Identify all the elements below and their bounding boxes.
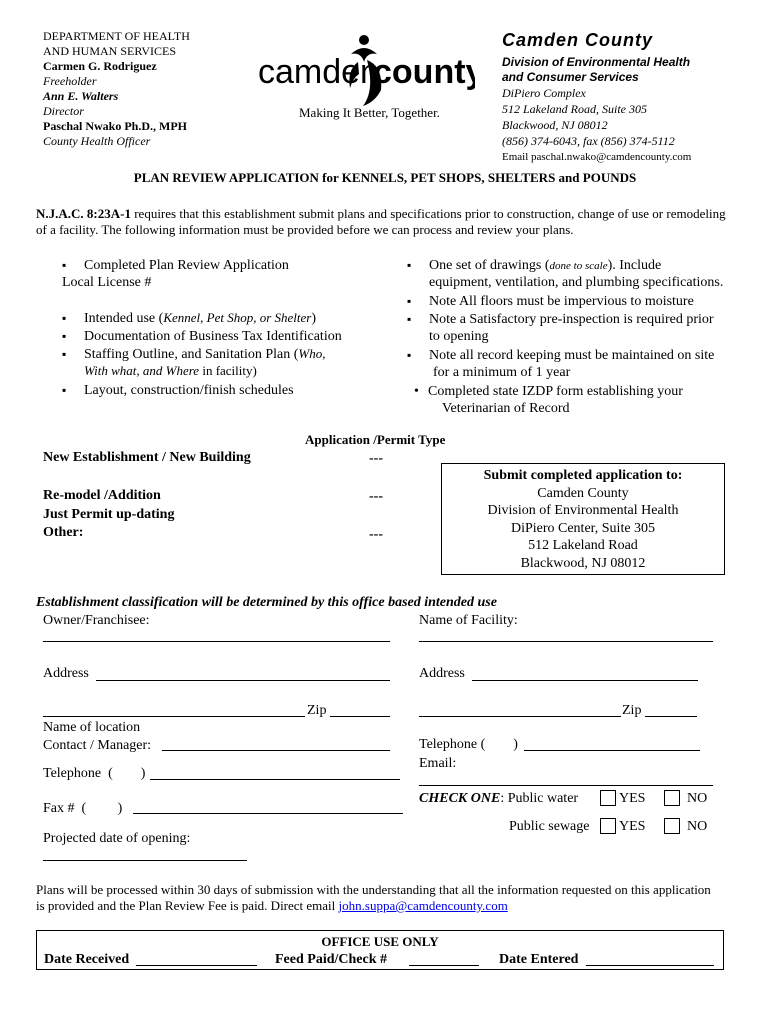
owner-zip-label: Zip bbox=[307, 703, 327, 718]
requirement-item-line: for a minimum of 1 year bbox=[433, 365, 571, 380]
division-title bbox=[502, 55, 762, 85]
logo-graphic bbox=[255, 30, 475, 125]
director-name: Ann E. Walters bbox=[43, 89, 119, 103]
requirement-item: ▪ Note a Satisfactory pre-inspection is required prior bbox=[407, 310, 714, 329]
department-line: AND HUMAN SERVICES bbox=[43, 44, 177, 58]
classification-note: Establishment classification will be determined by this office based intended use bbox=[36, 595, 497, 610]
freeholder-title: Freeholder bbox=[43, 74, 97, 88]
city-address: Blackwood, NJ 08012 bbox=[502, 118, 608, 132]
requirement-item: ▪ Staffing Outline, and Sanitation Plan (Who, bbox=[62, 345, 325, 364]
date-entered-field[interactable] bbox=[586, 965, 714, 966]
submit-line: Camden County bbox=[537, 485, 629, 501]
public-water-label: : Public water bbox=[500, 791, 579, 806]
division-line: and Consumer Services bbox=[502, 70, 639, 84]
check-one-label: CHECK ONE bbox=[419, 791, 501, 806]
permit-option-updating[interactable]: Just Permit up-dating bbox=[43, 507, 175, 522]
owner-fax-field[interactable] bbox=[133, 813, 403, 814]
opening-date-field[interactable] bbox=[43, 860, 247, 861]
public-water-no-checkbox[interactable] bbox=[664, 790, 680, 806]
facility-address-label: Address bbox=[419, 666, 465, 681]
requirement-item: • Completed state IZDP form establishing your bbox=[414, 383, 683, 401]
division-line: Division of Environmental Health bbox=[502, 55, 691, 69]
complex-name: DiPiero Complex bbox=[502, 86, 586, 100]
freeholder-name: Carmen G. Rodriguez bbox=[43, 59, 157, 73]
requirement-item: ▪ Note All floors must be impervious to moisture bbox=[407, 292, 694, 311]
contact-email-link[interactable]: john.suppa@camdencounty.com bbox=[338, 898, 508, 913]
office-use-heading: OFFICE USE ONLY bbox=[321, 934, 439, 949]
location-name-label: Name of location bbox=[43, 720, 141, 735]
public-water-no-label: NO bbox=[687, 791, 708, 806]
street-address: 512 Lakeland Road, Suite 305 bbox=[502, 102, 647, 116]
permit-option-remodel[interactable]: Re-model /Addition bbox=[43, 488, 161, 503]
facility-address-line2-field[interactable] bbox=[419, 716, 621, 717]
regulation-code: N.J.A.C. 8:23A-1 bbox=[36, 206, 131, 221]
requirement-item: ▪ Documentation of Business Tax Identification bbox=[62, 327, 342, 346]
public-water-row bbox=[419, 790, 578, 807]
owner-fax-label: Fax # ( ) bbox=[43, 801, 123, 816]
processing-note: Plans will be processed within 30 days of submission with the understanding that all the information requested on this application is provided and the Plan Review Fee is paid. Direct email john.suppa@camdencounty.com bbox=[36, 882, 711, 913]
requirement-item: ▪ Layout, construction/finish schedules bbox=[62, 381, 294, 400]
facility-label: Name of Facility: bbox=[419, 613, 518, 628]
header-right-block bbox=[502, 30, 762, 165]
owner-label: Owner/Franchisee: bbox=[43, 613, 150, 628]
camden-county-logo bbox=[255, 30, 475, 125]
facility-address-field[interactable] bbox=[472, 680, 698, 681]
public-sewage-yes-checkbox[interactable] bbox=[600, 818, 616, 834]
header-email: Email paschal.nwako@camdencounty.com bbox=[502, 151, 692, 163]
requirement-item-line: With what, and Where in facility) bbox=[84, 363, 257, 378]
public-sewage-yes-label: YES bbox=[619, 819, 646, 834]
county-title: Camden County bbox=[502, 30, 654, 50]
logo-word-camden: camden bbox=[258, 53, 379, 91]
submit-line: Blackwood, NJ 08012 bbox=[520, 555, 646, 571]
public-sewage-no-label: NO bbox=[687, 819, 708, 834]
header-left-block bbox=[43, 29, 190, 149]
facility-telephone-field[interactable] bbox=[524, 750, 700, 751]
requirement-item: ▪ Note all record keeping must be maintained on site bbox=[407, 346, 714, 365]
logo-tagline: Making It Better, Together. bbox=[299, 105, 440, 120]
submit-heading: Submit completed application to: bbox=[483, 468, 683, 483]
requirement-item-line: to opening bbox=[429, 329, 489, 344]
facility-zip-label: Zip bbox=[622, 703, 642, 718]
requirement-item: ▪ Intended use (Kennel, Pet Shop, or Shelter) bbox=[62, 309, 316, 328]
owner-address-label: Address bbox=[43, 666, 89, 681]
fee-paid-label: Feed Paid/Check # bbox=[275, 952, 387, 967]
requirement-item-line: Local License # bbox=[62, 275, 152, 290]
contact-manager-label: Contact / Manager: bbox=[43, 738, 152, 753]
date-entered-label: Date Entered bbox=[499, 952, 579, 967]
phone-fax: (856) 374-6043, fax (856) 374-5112 bbox=[502, 134, 675, 148]
permit-option-new[interactable]: New Establishment / New Building bbox=[43, 450, 251, 465]
intro-text: requires that this establishment submit plans and specifications prior to construction, change of use or remodeling of a facility. The following information must be provided before we can process and review your plans. bbox=[36, 206, 726, 237]
public-water-yes-checkbox[interactable] bbox=[600, 790, 616, 806]
permit-type-heading: Application /Permit Type bbox=[305, 432, 446, 447]
page-title: PLAN REVIEW APPLICATION for KENNELS, PET SHOPS, SHELTERS and POUNDS bbox=[133, 170, 637, 185]
submit-line: DiPiero Center, Suite 305 bbox=[510, 520, 656, 536]
public-sewage-no-checkbox[interactable] bbox=[664, 818, 680, 834]
logo-word-county: county bbox=[373, 53, 475, 91]
facility-email-field[interactable] bbox=[419, 785, 713, 786]
officer-name: Paschal Nwako Ph.D., MPH bbox=[43, 119, 187, 133]
fee-paid-field[interactable] bbox=[409, 965, 479, 966]
director-title: Director bbox=[43, 104, 84, 118]
owner-field[interactable] bbox=[43, 641, 390, 642]
contact-manager-field[interactable] bbox=[162, 750, 390, 751]
date-received-field[interactable] bbox=[136, 965, 257, 966]
requirement-item-line: Veterinarian of Record bbox=[442, 401, 570, 416]
submit-line: 512 Lakeland Road bbox=[528, 538, 638, 553]
permit-option-other[interactable]: Other: bbox=[43, 525, 84, 540]
submit-address-box bbox=[441, 463, 725, 575]
public-sewage-label: Public sewage bbox=[509, 819, 590, 834]
permit-option-blank[interactable]: --- bbox=[369, 451, 383, 466]
requirement-item-line: equipment, ventilation, and plumbing specifications. bbox=[429, 275, 724, 290]
intro-paragraph bbox=[36, 206, 736, 238]
public-water-yes-label: YES bbox=[619, 791, 646, 806]
permit-option-blank[interactable]: --- bbox=[369, 489, 383, 504]
opening-date-label: Projected date of opening: bbox=[43, 831, 191, 846]
facility-zip-field[interactable] bbox=[645, 716, 697, 717]
owner-telephone-field[interactable] bbox=[150, 779, 400, 780]
requirement-item: ▪ One set of drawings (done to scale). Include bbox=[407, 256, 661, 275]
owner-address-line2-field[interactable] bbox=[43, 716, 305, 717]
facility-telephone-label: Telephone ( ) bbox=[419, 737, 518, 752]
permit-option-blank[interactable]: --- bbox=[369, 527, 383, 542]
requirement-item: ▪ Completed Plan Review Application bbox=[62, 256, 289, 275]
date-received-label: Date Received bbox=[44, 952, 130, 967]
facility-email-label: Email: bbox=[419, 756, 457, 771]
owner-telephone-label: Telephone ( ) bbox=[43, 766, 146, 781]
submit-line: Division of Environmental Health bbox=[487, 503, 679, 518]
office-use-box bbox=[36, 930, 724, 970]
owner-address-field[interactable] bbox=[96, 680, 390, 681]
department-line: DEPARTMENT OF HEALTH bbox=[43, 29, 190, 43]
officer-title: County Health Officer bbox=[43, 134, 151, 148]
owner-zip-field[interactable] bbox=[330, 716, 390, 717]
facility-name-field[interactable] bbox=[419, 641, 713, 642]
